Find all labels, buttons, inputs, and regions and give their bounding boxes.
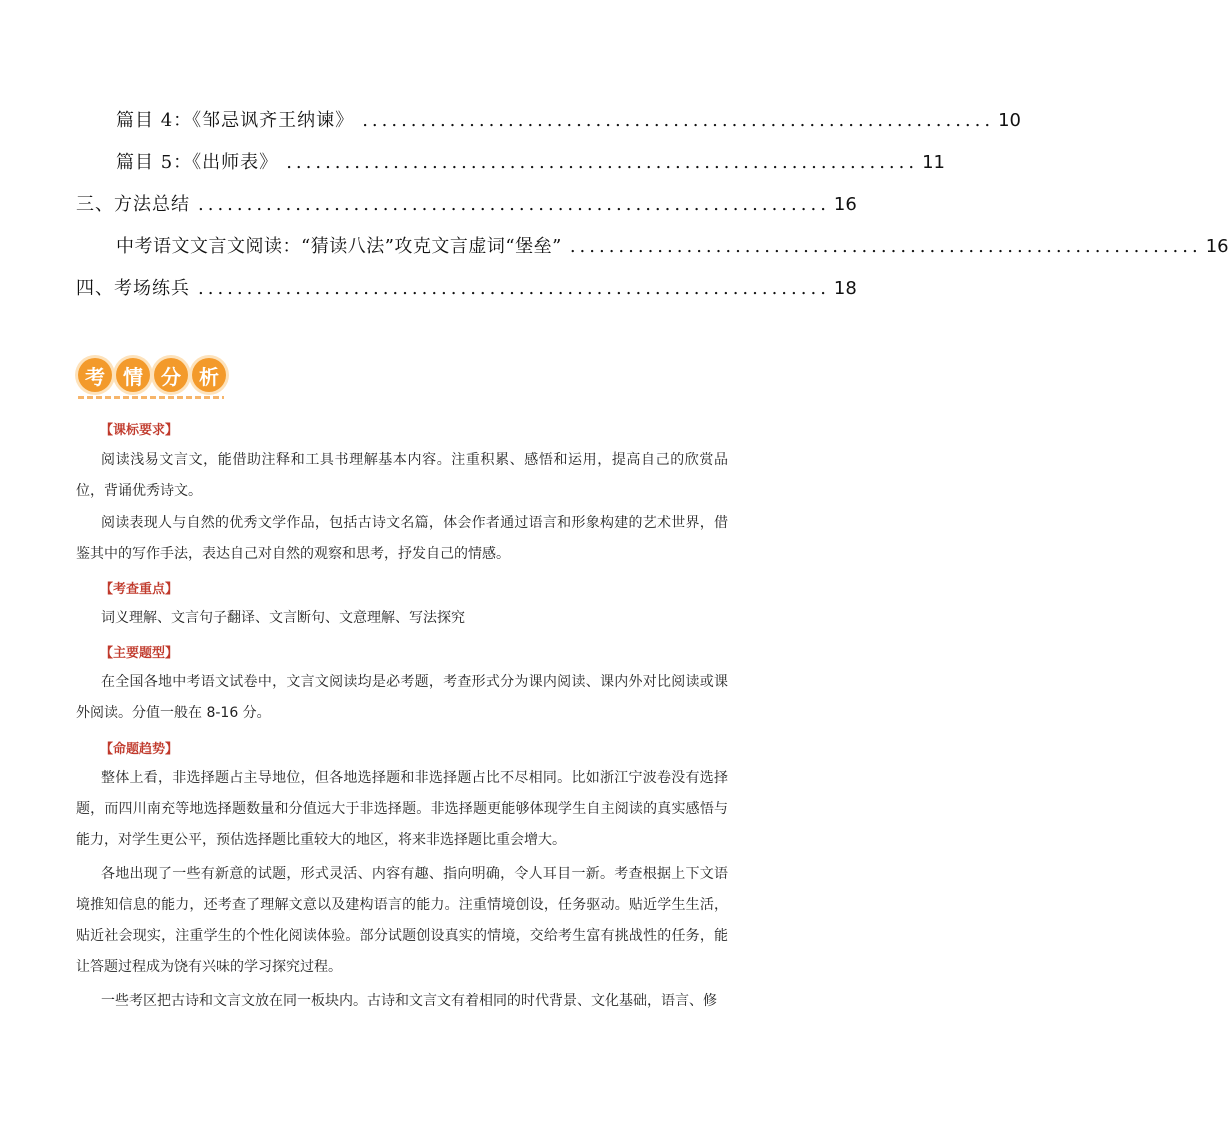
toc-entry-label: 篇目 4：《邹忌讽齐王纳谏》 [116,110,355,131]
banner-char: 考 [78,358,112,392]
paragraph: 整体上看，非选择题占主导地位，但各地选择题和非选择题占比不尽相同。比如浙江宁波卷没有选择题，而四川南充等地选择题数量和分值远大于非选择题。非选择题更能够体现学生自主阅读的真实感悟与能力，对学生更公平，预估选择题比重较大的地区，将来非选择题比重会增大。 [76,770,728,848]
toc-entry-label: 四、考场练兵 [76,278,190,299]
toc-entry[interactable] [116,106,1022,132]
section-heading: 【命题趋势】 [100,742,179,757]
paragraph: 词义理解、文言句子翻译、文言断句、文意理解、写法探究 [101,610,465,626]
toc-entry-label: 三、方法总结 [76,194,190,215]
paragraph: 各地出现了一些有新意的试题，形式灵活、内容有趣、指向明确，令人耳目一新。考查根据上下文语境推知信息的能力，还考查了理解文意以及建构语言的能力。注重情境创设，任务驱动。贴近学生生活，贴近社会现实，注重学生的个性化阅读体验。部分试题创设真实的情境，交给考生富有挑战性的任务，能让答题过程成为饶有兴味的学习探究过程。 [76,866,728,975]
toc-leader-dots: ................................................................. [569,236,1202,257]
paragraph: 一些考区把古诗和文言文放在同一板块内。古诗和文言文有着相同的时代背景、文化基础，语言、修 [101,993,717,1009]
toc-entry-page: 16 [1205,236,1229,257]
toc-entry-label: 中考语文文言文阅读：“猜读八法”攻克文言虚词“堡垒” [116,236,562,257]
paragraph: 阅读表现人与自然的优秀文学作品，包括古诗文名篇，体会作者通过语言和形象构建的艺术世界，借鉴其中的写作手法，表达自己对自然的观察和思考，抒发自己的情感。 [76,515,728,562]
toc-entry-page: 18 [833,278,857,299]
section-banner [76,356,226,402]
toc-entry-label: 篇目 5：《出师表》 [116,152,279,173]
section-heading: 【课标要求】 [100,423,179,438]
toc-entry-page: 11 [922,152,946,173]
toc-entry[interactable] [76,190,857,216]
toc-entry[interactable] [116,148,946,174]
section-heading: 【主要题型】 [100,646,179,661]
toc-leader-dots: ................................................................. [286,152,919,173]
toc-entry[interactable] [76,274,857,300]
toc-leader-dots: ................................................................. [362,110,995,131]
paragraph: 阅读浅易文言文，能借助注释和工具书理解基本内容。注重积累、感悟和运用，提高自己的欣赏品位，背诵优秀诗文。 [76,452,728,499]
banner-char: 分 [154,358,188,392]
banner-char: 析 [192,358,226,392]
section-heading: 【考查重点】 [100,582,179,597]
banner-char: 情 [116,358,150,392]
toc-leader-dots: ................................................................. [198,278,830,299]
toc-entry-page: 10 [998,110,1022,131]
paragraph: 在全国各地中考语文试卷中，文言文阅读均是必考题，考查形式分为课内阅读、课内外对比阅读或课外阅读。分值一般在 8-16 分。 [76,674,728,721]
toc-entry-page: 16 [833,194,857,215]
toc-leader-dots: ................................................................. [198,194,830,215]
toc-entry[interactable] [116,232,1229,258]
banner-underline [78,396,224,399]
